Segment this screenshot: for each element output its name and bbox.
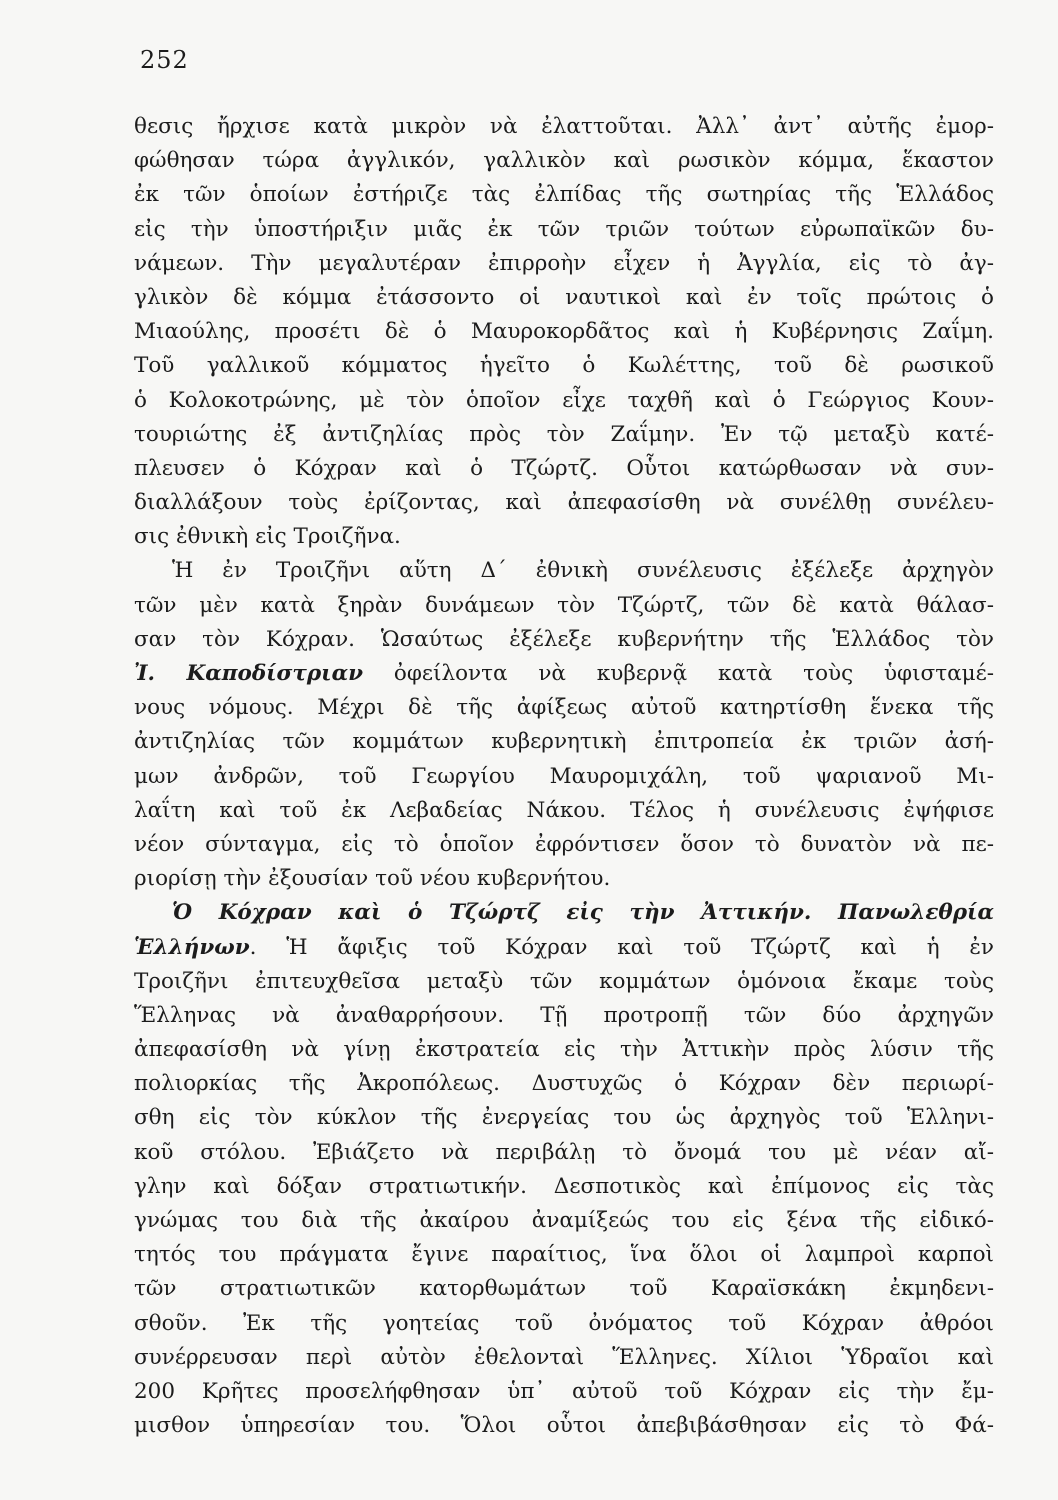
text-line: ὁ Κολοκοτρώνης, μὲ τὸν ὁποῖον εἶχε ταχθῆ καὶ ὁ Γεώργιος Κουν-	[134, 387, 994, 413]
text-fragment: . Ἡ ἄφιξις τοῦ Κόχραν καὶ τοῦ Τζώρτζ καὶ ἡ ἐν	[249, 934, 994, 960]
text-line: τῶν μὲν κατὰ ξηρὰν δυνάμεων τὸν Τζώρτζ, τῶν δὲ κατὰ θάλασ-	[134, 592, 994, 618]
text-line: 200 Κρῆτες προσελήφθησαν ὑπ᾽ αὐτοῦ τοῦ Κόχραν εἰς τὴν ἔμ-	[134, 1378, 994, 1404]
text-line	[134, 931, 994, 965]
section-heading-end: Ἑλλήνων	[134, 934, 250, 960]
text-line: φώθησαν τώρα ἀγγλικόν, γαλλικὸν καὶ ρωσικὸν κόμμα, ἕκαστον	[134, 148, 994, 174]
text-line: μων ἀνδρῶν, τοῦ Γεωργίου Μαυρομιχάλη, τοῦ ψαριανοῦ Μι-	[134, 763, 994, 789]
text-line: Ἡ ἐν Τροιζῆνι αὕτη Δ΄ ἐθνικὴ συνέλευσις ἐξέλεξε ἀρχηγὸν	[172, 558, 994, 584]
text-line: Μιαούλης, προσέτι δὲ ὁ Μαυροκορδᾶτος καὶ ἡ Κυβέρνησις Ζαΐμη.	[134, 319, 994, 345]
text-line: νέον σύνταγμα, εἰς τὸ ὁποῖον ἐφρόντισεν ὅσον τὸ δυνατὸν νὰ πε-	[134, 831, 994, 857]
text-line: κοῦ στόλου. Ἐβιάζετο νὰ περιβάλῃ τὸ ὄνομά του μὲ νέαν αἴ-	[134, 1139, 994, 1165]
text-line: σθη εἰς τὸν κύκλον τῆς ἐνεργείας του ὡς ἀρχηγὸς τοῦ Ἑλληνι-	[134, 1105, 994, 1131]
text-line: τητός του πράγματα ἔγινε παραίτιος, ἵνα ὅλοι οἱ λαμπροὶ καρποὶ	[134, 1242, 994, 1268]
page-number: 252	[140, 46, 189, 74]
text-line: σθοῦν. Ἐκ τῆς γοητείας τοῦ ὀνόματος τοῦ Κόχραν ἀθρόοι	[134, 1310, 994, 1336]
text-line: τῶν στρατιωτικῶν κατορθωμάτων τοῦ Καραϊσκάκη ἐκμηδενι-	[134, 1276, 994, 1302]
text-line: λαΐτη καὶ τοῦ ἐκ Λεβαδείας Νάκου. Τέλος ἡ συνέλευσις ἐψήφισε	[134, 797, 994, 823]
body-text	[134, 110, 994, 1443]
text-line: γλικὸν δὲ κόμμα ἐτάσσοντο οἱ ναυτικοὶ καὶ ἐν τοῖς πρώτοις ὁ	[134, 284, 994, 310]
text-line: γνώμας του διὰ τῆς ἀκαίρου ἀναμίξεώς του εἰς ξένα τῆς εἰδικό-	[134, 1208, 994, 1233]
text-line: τουριώτης ἐξ ἀντιζηλίας πρὸς τὸν Ζαΐμην. Ἐν τῷ μεταξὺ κατέ-	[134, 421, 994, 447]
text-line: Τοῦ γαλλικοῦ κόμματος ἡγεῖτο ὁ Κωλέττης, τοῦ δὲ ρωσικοῦ	[134, 353, 994, 379]
text-line: νους νόμους. Μέχρι δὲ τῆς ἀφίξεως αὐτοῦ κατηρτίσθη ἕνεκα τῆς	[134, 695, 994, 721]
text-line: Τροιζῆνι ἐπιτευχθεῖσα μεταξὺ τῶν κομμάτων ὁμόνοια ἔκαμε τοὺς	[134, 968, 994, 994]
name-kapodistrias: Ἰ. Καποδίστριαν	[134, 661, 364, 686]
text-line: πλευσεν ὁ Κόχραν καὶ ὁ Τζώρτζ. Οὗτοι κατώρθωσαν νὰ συν-	[134, 455, 994, 481]
text-line: πολιορκίας τῆς Ἀκροπόλεως. Δυστυχῶς ὁ Κόχραν δὲν περιωρί-	[134, 1071, 994, 1097]
text-line: διαλλάξουν τοὺς ἐρίζοντας, καὶ ἀπεφασίσθη νὰ συνέλθῃ συνέλευ-	[134, 490, 994, 516]
text-line: ἀντιζηλίας τῶν κομμάτων κυβερνητικὴ ἐπιτροπεία ἐκ τριῶν ἀσή-	[134, 729, 994, 755]
text-line: εἰς τὴν ὑποστήριξιν μιᾶς ἐκ τῶν τριῶν τούτων εὐρωπαϊκῶν δυ-	[134, 216, 994, 242]
text-line: σις ἐθνικὴ εἰς Τροιζῆνα.	[134, 524, 401, 550]
text-line: μισθον ὑπηρεσίαν του. Ὅλοι οὗτοι ἀπεβιβάσθησαν εἰς τὸ Φά-	[134, 1413, 994, 1439]
text-line: θεσις ἤρχισε κατὰ μικρὸν νὰ ἐλαττοῦται. Ἀλλ᾽ ἀντ᾽ αὐτῆς ἐμορ-	[134, 114, 994, 139]
section-heading: Ὁ Κόχραν καὶ ὁ Τζώρτζ εἰς τὴν Ἀττικήν. Πανωλεθρία	[172, 900, 994, 926]
text-fragment: ὀφείλοντα νὰ κυβερνᾷ κατὰ τοὺς ὑφισταμέ-	[363, 661, 994, 686]
text-line: νάμεων. Τὴν μεγαλυτέραν ἐπιρροὴν εἶχεν ἡ Ἀγγλία, εἰς τὸ ἀγ-	[134, 250, 994, 276]
text-line: γλην καὶ δόξαν στρατιωτικήν. Δεσποτικὸς καὶ ἐπίμονος εἰς τὰς	[134, 1173, 994, 1199]
text-line: ριορίσῃ τὴν ἐξουσίαν τοῦ νέου κυβερνήτου.	[134, 866, 611, 892]
text-line: ἀπεφασίσθη νὰ γίνῃ ἐκστρατεία εἰς τὴν Ἀττικὴν πρὸς λύσιν τῆς	[134, 1037, 994, 1063]
text-line: συνέρρευσαν περὶ αὐτὸν ἐθελονταὶ Ἕλληνες. Χίλιοι Ὑδραῖοι καὶ	[134, 1344, 994, 1370]
text-line: Ἕλληνας νὰ ἀναθαρρήσουν. Τῇ προτροπῇ τῶν δύο ἀρχηγῶν	[134, 1002, 994, 1028]
text-line: ἐκ τῶν ὁποίων ἐστήριζε τὰς ἐλπίδας τῆς σωτηρίας τῆς Ἑλλάδος	[134, 182, 994, 208]
text-line	[134, 657, 994, 691]
text-line: σαν τὸν Κόχραν. Ὡσαύτως ἐξέλεξε κυβερνήτην τῆς Ἑλλάδος τὸν	[134, 626, 994, 652]
